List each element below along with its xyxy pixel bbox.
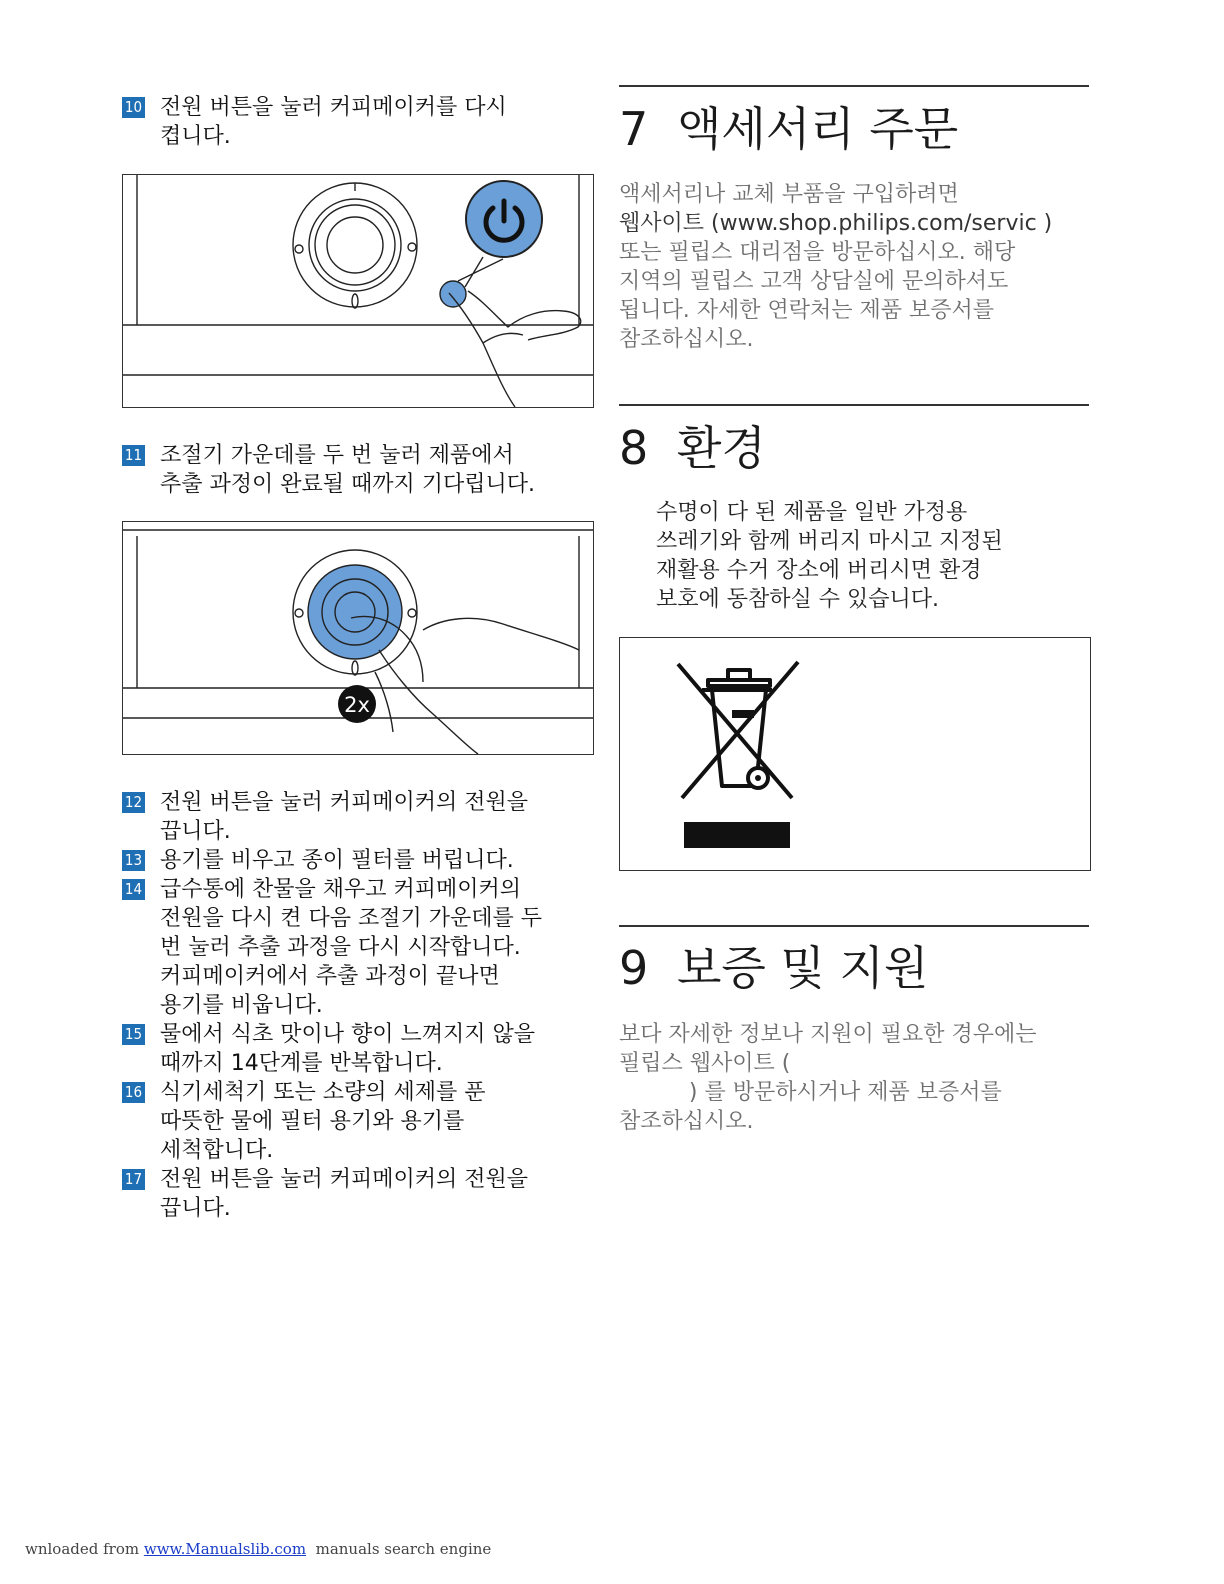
step-number: 14	[122, 879, 145, 900]
step-number: 13	[122, 850, 145, 871]
coffee-maker-panel-drawing	[123, 175, 593, 407]
manualslib-link[interactable]: www.Manualslib.com	[143, 1540, 307, 1558]
section-divider	[619, 925, 1089, 927]
dial-press-drawing	[123, 522, 593, 754]
step-number: 16	[122, 1082, 145, 1103]
step-12	[122, 788, 592, 846]
step-10	[122, 93, 592, 151]
hand-icon	[449, 291, 581, 407]
step-number: 17	[122, 1169, 145, 1190]
section-7-heading	[619, 102, 958, 156]
step-15	[122, 1020, 592, 1078]
power-button-illustration	[122, 174, 594, 408]
section-number: 9	[619, 941, 649, 995]
step-11	[122, 441, 592, 499]
step-number: 11	[122, 445, 145, 466]
step-text: 조절기 가운데를 두 번 눌러 제품에서 추출 과정이 완료될 때까지 기다립니다.	[160, 443, 535, 497]
step-number: 15	[122, 1024, 145, 1045]
section-9-body: 보다 자세한 정보나 지원이 필요한 경우에는 필립스 웹사이트 ( ) 를 방문하시거나 제품 보증서를 참조하십시오.	[619, 1022, 1037, 1134]
step-number: 10	[122, 97, 145, 118]
step-text: 전원 버튼을 눌러 커피메이커를 다시 켭니다.	[160, 95, 507, 149]
section-title: 액세서리 주문	[677, 102, 959, 156]
section-8-body: 수명이 다 된 제품을 일반 가정용 쓰레기와 함께 버리지 마시고 지정된 재활용 수거 장소에 버리시면 환경 보호에 동참하실 수 있습니다.	[656, 500, 1003, 612]
press-center-twice-illustration	[122, 521, 594, 755]
section-divider	[619, 404, 1089, 406]
section-number: 7	[619, 102, 649, 156]
section-9-heading	[619, 941, 928, 995]
step-text: 급수통에 찬물을 채우고 커피메이커의 전원을 다시 켠 다음 조절기 가운데를 두 번 눌러 추출 과정을 다시 시작합니다. 커피메이커에서 추출 과정이 끝나면 용기를 비웁니다.	[160, 877, 542, 1018]
weee-crossed-bin-icon	[620, 638, 1090, 870]
step-14	[122, 875, 592, 1020]
step-number: 12	[122, 792, 145, 813]
step-16	[122, 1078, 592, 1165]
recycling-symbol-box	[619, 637, 1091, 871]
section-title: 환경	[677, 421, 766, 475]
section-number: 8	[619, 421, 649, 475]
step-text: 용기를 비우고 종이 필터를 버립니다.	[160, 848, 514, 873]
step-17	[122, 1165, 592, 1223]
step-13	[122, 846, 592, 875]
step-text: 전원 버튼을 눌러 커피메이커의 전원을 끕니다.	[160, 790, 529, 844]
download-footer: wnloaded from www.Manualslib.com manuals search engine	[25, 1540, 492, 1558]
step-text: 물에서 식초 맛이나 향이 느껴지지 않을 때까지 14단계를 반복합니다.	[160, 1022, 535, 1076]
section-title: 보증 및 지원	[677, 941, 929, 995]
section-8-heading	[619, 421, 766, 475]
step-text: 식기세척기 또는 소량의 세제를 푼 따뜻한 물에 필터 용기와 용기를 세척합니다.	[160, 1080, 486, 1163]
section-7-body: 액세서리나 교체 부품을 구입하려면 웹사이트 (www.shop.philips.com/servic ) 또는 필립스 대리점을 방문하십시오. 해당 지역의 필립스 고객 상담실에 문의하셔도 됩니다. 자세한 연락처는 제품 보증서를 참조하십시오.	[619, 182, 1053, 352]
step-text: 전원 버튼을 눌러 커피메이커의 전원을 끕니다.	[160, 1167, 529, 1221]
press-count-badge: 2x	[344, 693, 370, 717]
section-divider	[619, 85, 1089, 87]
